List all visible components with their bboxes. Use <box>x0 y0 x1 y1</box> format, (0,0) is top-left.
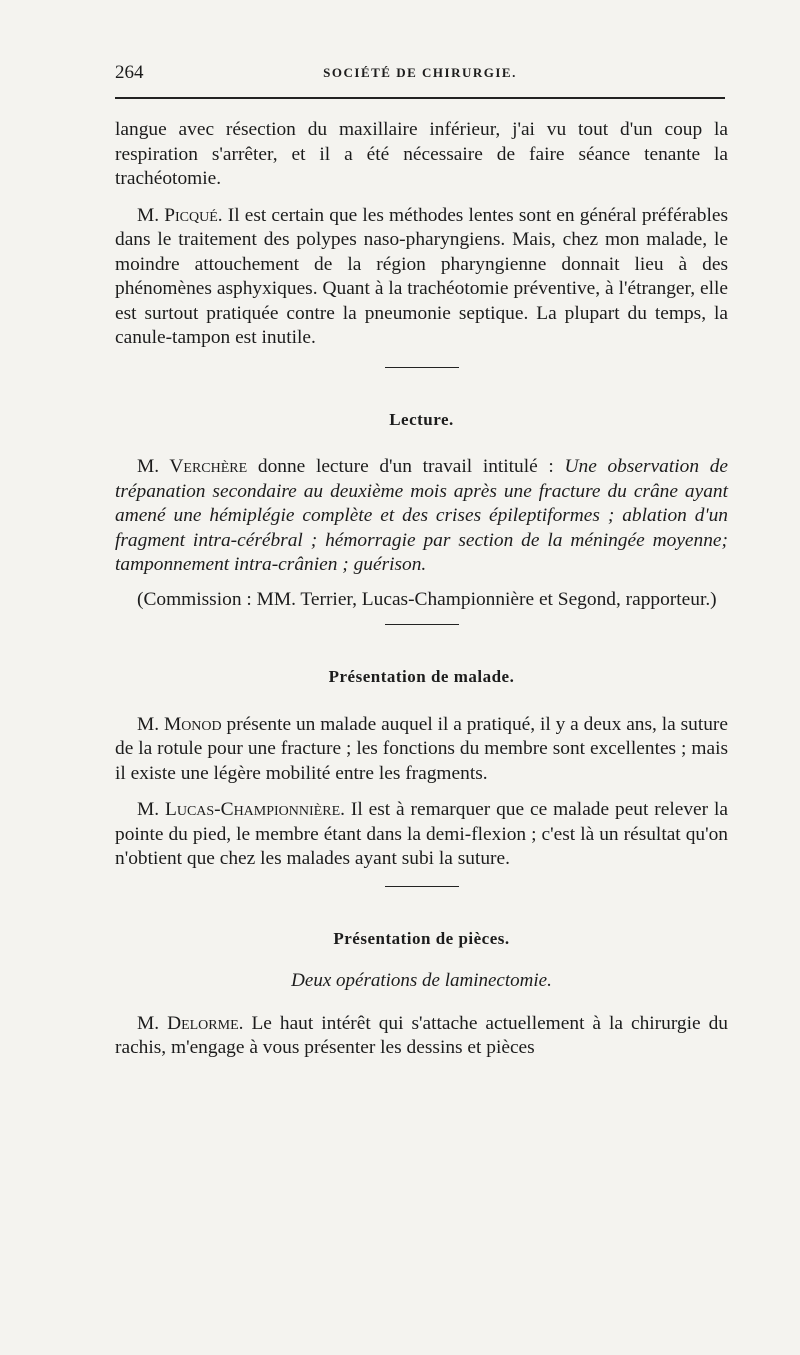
paragraph-lucas-championniere-text: Il est à remarquer que ce malade peut relever la pointe du pied, le membre étant dans la demi-flexion ; c'est là un résultat qu'on n'obtient que chez les malades ayant subi la suture. <box>115 799 728 869</box>
header-rule <box>115 97 725 99</box>
paragraph-verchere-text: donne lecture d'un travail intitulé : <box>247 456 565 477</box>
running-title: SOCIÉTÉ DE CHIRURGIE. <box>323 65 517 80</box>
paragraph-delorme-text: Le haut intérêt qui s'attache actuellement à la chirurgie du rachis, m'engage à vous présenter les dessins et pièces <box>115 1012 728 1058</box>
separator-rule <box>385 886 459 887</box>
section-heading-pieces: Présentation de pièces. <box>333 928 510 948</box>
paragraph-monod-text: présente un malade auquel il a pratiqué, il y a deux ans, la suture de la rotule pour une fracture ; les fonctions du membre sont excellentes ; mais il existe une légère mobilité entre les fragments. <box>115 713 728 784</box>
paragraph-continuation: langue avec résection du maxillaire inférieur, j'ai vu tout d'un coup la respiration s'arrêter, et il a été nécessaire de faire séance tenante la trachéotomie. <box>115 119 728 189</box>
work-title: Une observation de trépanation secondaire au deuxième mois après une fracture du crâne ayant amené une hémiplégie complète et des crises épileptiformes ; ablation d'un fragment intra-cérébral ; hémorragie par section de la méningée moyenne; tamponnement intra-crânien ; guérison. <box>115 456 729 575</box>
subheading-laminectomie: Deux opérations de laminectomie. <box>291 970 552 991</box>
speaker-lucas-championniere: M. Lucas-Championnière. <box>137 799 345 820</box>
paragraph-picque-text: Il est certain que les méthodes lentes sont en général préférables dans le traitement des polypes naso-pharyngiens. Mais, chez mon malade, le moindre attouchement de la région pharyngienne donnait lieu à des phénomènes asphyxiques. Quant à la trachéotomie préventive, à l'étranger, elle est surtout pratiquée contre la pneumonie septique. La plupart du temps, la canule-tampon est inutile. <box>115 204 729 348</box>
page-number: 264 <box>115 62 144 83</box>
section-heading-malade: Présentation de malade. <box>328 667 515 686</box>
speaker-verchere: M. Verchère <box>137 456 248 477</box>
paragraph-verchere <box>115 455 728 578</box>
separator-rule <box>385 624 459 625</box>
speaker-monod: M. Monod <box>137 713 222 735</box>
speaker-picque: M. Picqué. <box>137 204 223 226</box>
section-heading-lecture: Lecture. <box>389 409 454 429</box>
paragraph-lucas-championniere <box>115 798 728 872</box>
page-header <box>115 62 725 92</box>
speaker-delorme: M. Delorme. <box>137 1012 244 1034</box>
paragraph-monod <box>115 713 728 787</box>
paragraph-commission: (Commission : MM. Terrier, Lucas-Championnière et Segond, rapporteur.) <box>137 588 717 610</box>
body-text <box>115 118 728 1061</box>
paragraph-delorme <box>115 1012 728 1061</box>
separator-rule <box>385 367 459 368</box>
paragraph-picque <box>115 204 728 351</box>
